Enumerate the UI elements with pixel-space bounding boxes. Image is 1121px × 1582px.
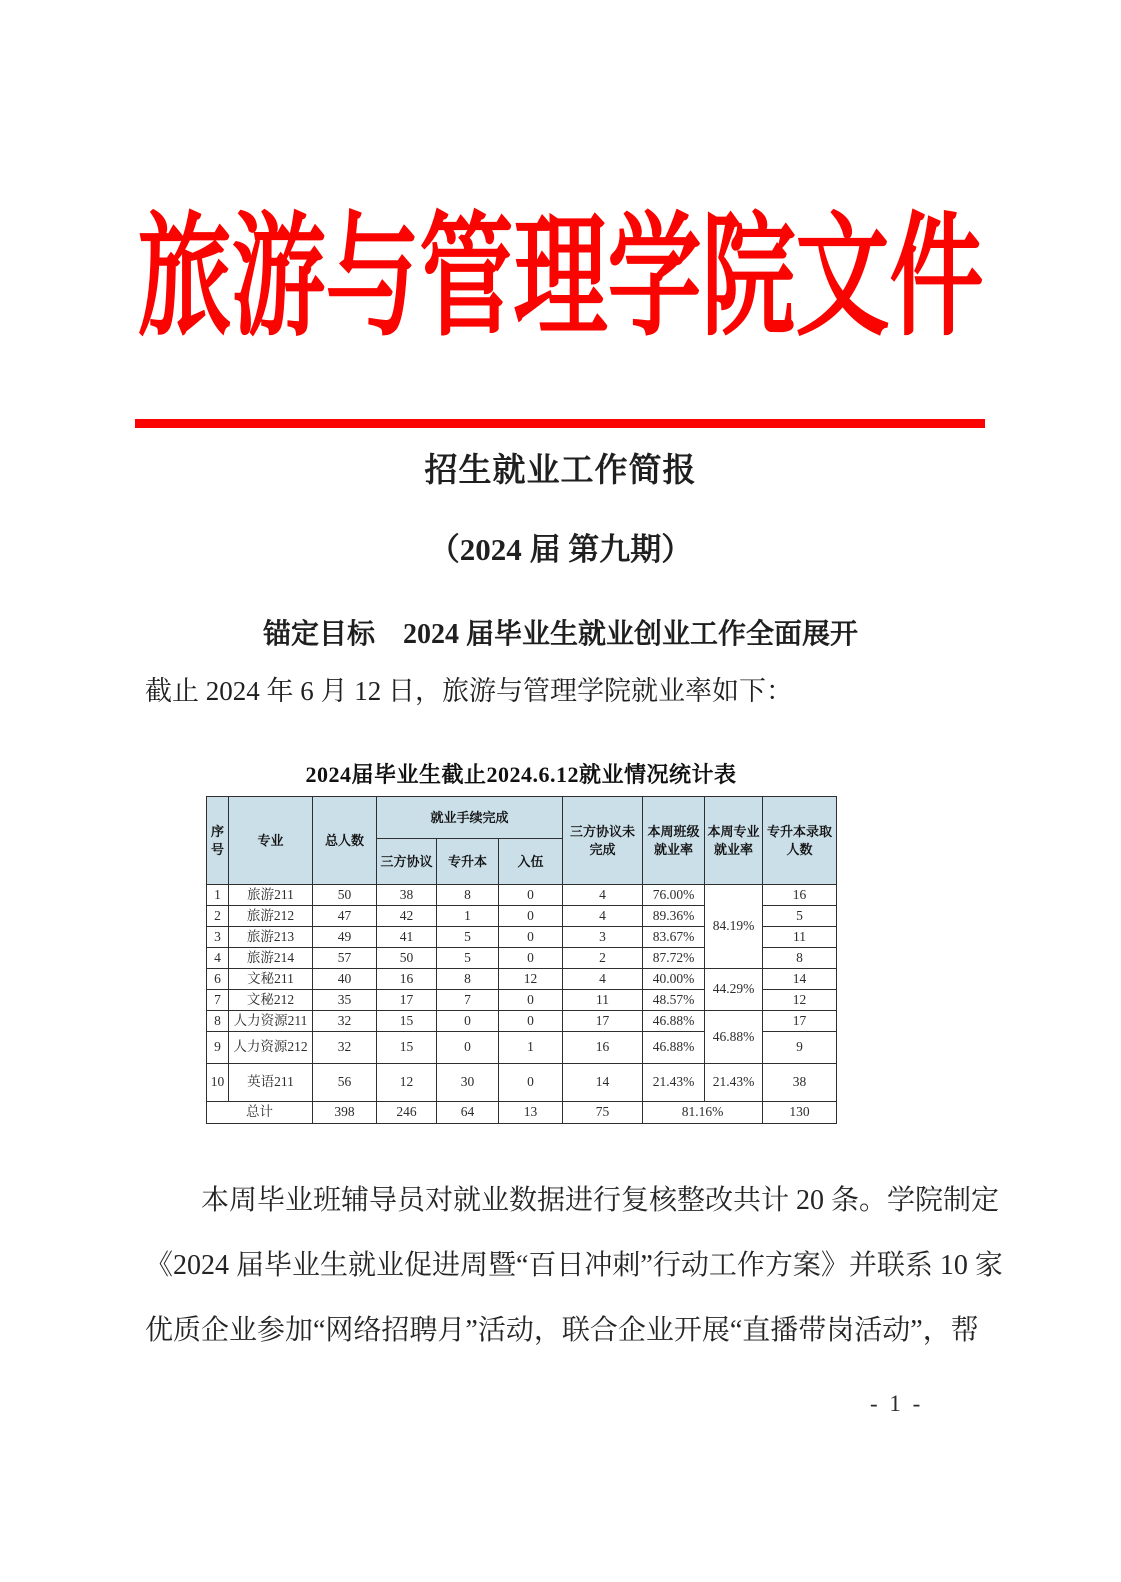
cell-major: 旅游213 <box>229 927 313 948</box>
cell-total: 50 <box>313 885 377 906</box>
cell-zsb: 0 <box>437 1011 499 1032</box>
cell-major: 旅游212 <box>229 906 313 927</box>
cell-sanfang: 38 <box>377 885 437 906</box>
cell-ruwu: 12 <box>499 969 563 990</box>
cell-ruwu: 0 <box>499 1064 563 1102</box>
header-class-rate: 本周班级就业率 <box>643 797 705 885</box>
cell-admit: 14 <box>763 969 837 990</box>
cell-class-rate: 46.88% <box>643 1011 705 1032</box>
cell-incomplete: 4 <box>563 969 643 990</box>
cell-seq: 9 <box>207 1032 229 1064</box>
cell-sanfang: 12 <box>377 1064 437 1102</box>
cell-class-rate: 83.67% <box>643 927 705 948</box>
cell-major: 文秘211 <box>229 969 313 990</box>
cell-admit: 11 <box>763 927 837 948</box>
paragraph-line: 本周毕业班辅导员对就业数据进行复核整改共计 20 条。学院制定 <box>201 1185 1000 1216</box>
cell-total: 40 <box>313 969 377 990</box>
cell-admit: 16 <box>763 885 837 906</box>
employment-stats-block <box>206 758 836 1124</box>
header-zsb: 专升本 <box>437 839 499 885</box>
header-total: 总人数 <box>313 797 377 885</box>
cell-ruwu: 13 <box>499 1102 563 1124</box>
cell-class-rate: 21.43% <box>643 1064 705 1102</box>
doc-title: 招生就业工作简报 <box>424 453 697 489</box>
cell-total: 32 <box>313 1011 377 1032</box>
table-row <box>207 1064 837 1102</box>
paragraph-line: 《2024 届毕业生就业促进周暨“百日冲刺”行动工作方案》并联系 10 家 <box>145 1250 1003 1281</box>
cell-class-rate: 48.57% <box>643 990 705 1011</box>
cell-incomplete: 3 <box>563 927 643 948</box>
cell-total: 47 <box>313 906 377 927</box>
cell-incomplete: 75 <box>563 1102 643 1124</box>
cell-major: 人力资源211 <box>229 1011 313 1032</box>
cell-sanfang: 16 <box>377 969 437 990</box>
cell-incomplete: 4 <box>563 906 643 927</box>
employment-stats-table <box>206 796 837 1124</box>
cell-incomplete: 17 <box>563 1011 643 1032</box>
cell-admit: 9 <box>763 1032 837 1064</box>
cell-class-rate: 46.88% <box>643 1032 705 1064</box>
header-sanfang: 三方协议 <box>377 839 437 885</box>
cell-sanfang: 15 <box>377 1011 437 1032</box>
cell-admit: 17 <box>763 1011 837 1032</box>
header-major: 专业 <box>229 797 313 885</box>
cell-major-rate-merged: 44.29% <box>705 969 763 1011</box>
cell-major: 旅游211 <box>229 885 313 906</box>
header-admit: 专升本录取人数 <box>763 797 837 885</box>
cell-incomplete: 11 <box>563 990 643 1011</box>
cell-class-rate: 76.00% <box>643 885 705 906</box>
cell-major: 旅游214 <box>229 948 313 969</box>
table-header-row-1 <box>207 797 837 839</box>
table-title: 2024届毕业生截止2024.6.12就业情况统计表 <box>305 762 737 787</box>
cell-seq: 1 <box>207 885 229 906</box>
cell-total: 398 <box>313 1102 377 1124</box>
page-number: - 1 - <box>870 1391 924 1416</box>
paragraph-line: 优质企业参加“网络招聘月”活动，联合企业开展“直播带岗活动”，帮 <box>145 1315 979 1346</box>
cell-zsb: 1 <box>437 906 499 927</box>
cell-sanfang: 50 <box>377 948 437 969</box>
table-row <box>207 969 837 990</box>
header-incomplete: 三方协议未完成 <box>563 797 643 885</box>
cell-zsb: 0 <box>437 1032 499 1064</box>
cell-total-rate: 81.16% <box>643 1102 763 1124</box>
cell-seq: 3 <box>207 927 229 948</box>
table-row <box>207 885 837 906</box>
cell-ruwu: 0 <box>499 948 563 969</box>
cell-total: 35 <box>313 990 377 1011</box>
cell-sanfang: 42 <box>377 906 437 927</box>
cell-ruwu: 0 <box>499 885 563 906</box>
cell-sanfang: 41 <box>377 927 437 948</box>
cell-incomplete: 16 <box>563 1032 643 1064</box>
intro-text: 截止 2024 年 6 月 12 日，旅游与管理学院就业率如下： <box>145 676 793 706</box>
cell-sanfang: 17 <box>377 990 437 1011</box>
letterhead-title: 旅游与管理学院文件 <box>137 204 984 353</box>
cell-seq: 6 <box>207 969 229 990</box>
cell-zsb: 5 <box>437 927 499 948</box>
cell-ruwu: 0 <box>499 1011 563 1032</box>
cell-total-label: 总计 <box>207 1102 313 1124</box>
cell-seq: 4 <box>207 948 229 969</box>
cell-ruwu: 0 <box>499 927 563 948</box>
cell-zsb: 8 <box>437 969 499 990</box>
cell-major-rate-merged: 46.88% <box>705 1011 763 1064</box>
cell-total: 57 <box>313 948 377 969</box>
letterhead-divider <box>135 419 985 428</box>
cell-zsb: 7 <box>437 990 499 1011</box>
table-row <box>207 1011 837 1032</box>
cell-class-rate: 89.36% <box>643 906 705 927</box>
cell-admit: 5 <box>763 906 837 927</box>
header-major-rate: 本周专业就业率 <box>705 797 763 885</box>
doc-subtitle: （2024 届 第九期） <box>428 532 693 567</box>
cell-ruwu: 0 <box>499 990 563 1011</box>
cell-total: 49 <box>313 927 377 948</box>
cell-zsb: 5 <box>437 948 499 969</box>
cell-admit: 8 <box>763 948 837 969</box>
cell-total: 56 <box>313 1064 377 1102</box>
cell-admit: 130 <box>763 1102 837 1124</box>
cell-sanfang: 246 <box>377 1102 437 1124</box>
cell-major: 人力资源212 <box>229 1032 313 1064</box>
table-total-row <box>207 1102 837 1124</box>
cell-admit: 38 <box>763 1064 837 1102</box>
cell-admit: 12 <box>763 990 837 1011</box>
cell-incomplete: 2 <box>563 948 643 969</box>
cell-incomplete: 14 <box>563 1064 643 1102</box>
cell-total: 32 <box>313 1032 377 1064</box>
cell-class-rate: 40.00% <box>643 969 705 990</box>
cell-seq: 7 <box>207 990 229 1011</box>
cell-major: 英语211 <box>229 1064 313 1102</box>
cell-zsb: 30 <box>437 1064 499 1102</box>
cell-ruwu: 0 <box>499 906 563 927</box>
cell-major-rate: 21.43% <box>705 1064 763 1102</box>
cell-incomplete: 4 <box>563 885 643 906</box>
section-heading: 锚定目标 2024 届毕业生就业创业工作全面展开 <box>262 619 858 650</box>
cell-seq: 8 <box>207 1011 229 1032</box>
header-group: 就业手续完成 <box>377 797 563 839</box>
cell-seq: 10 <box>207 1064 229 1102</box>
cell-major: 文秘212 <box>229 990 313 1011</box>
cell-class-rate: 87.72% <box>643 948 705 969</box>
body-paragraph <box>145 1168 1003 1363</box>
header-seq: 序号 <box>207 797 229 885</box>
cell-zsb: 8 <box>437 885 499 906</box>
cell-ruwu: 1 <box>499 1032 563 1064</box>
cell-sanfang: 15 <box>377 1032 437 1064</box>
header-ruwu: 入伍 <box>499 839 563 885</box>
cell-zsb: 64 <box>437 1102 499 1124</box>
cell-seq: 2 <box>207 906 229 927</box>
cell-major-rate-merged: 84.19% <box>705 885 763 969</box>
